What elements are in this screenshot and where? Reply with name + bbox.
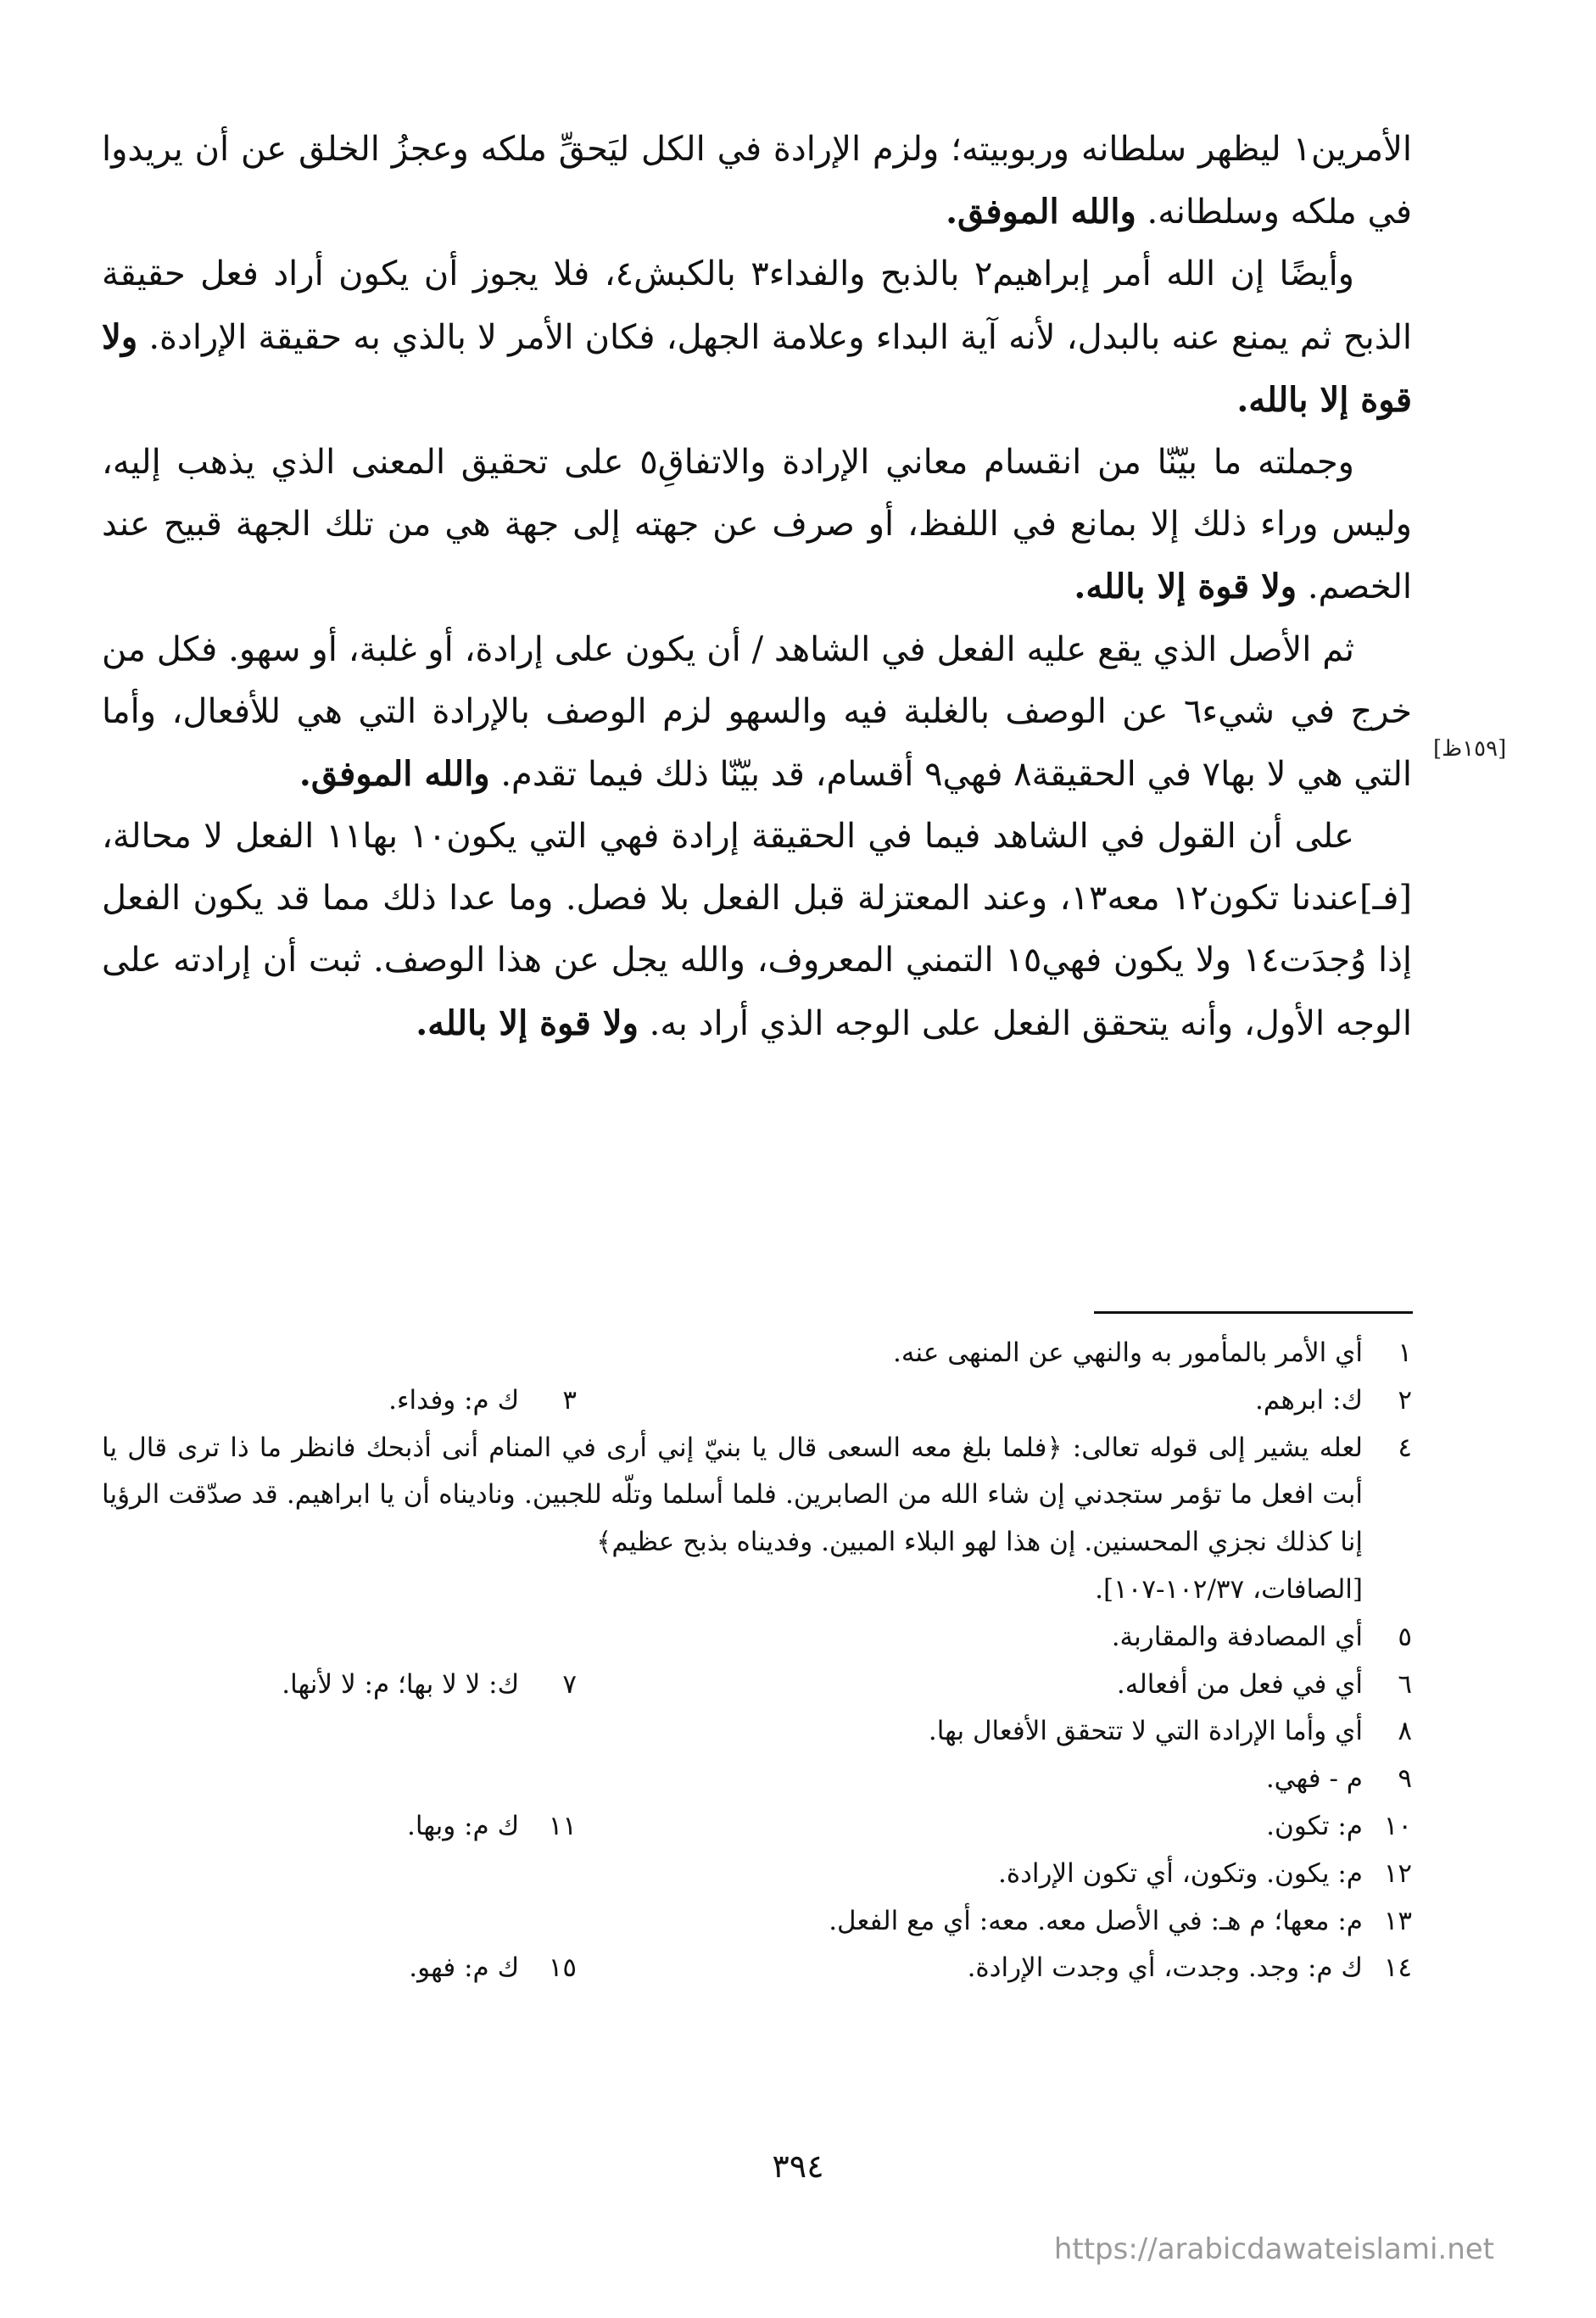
paragraph-text: على أن القول في الشاهد فيما في الحقيقة إرادة فهي التي يكون١٠ بها١١ الفعل لا محالة، [فـ]عندنا تكون١٢ معه١٣، وعند المعتزلة قبل الفعل بلا فصل. وما عدا ذلك مما قد يكون الفعل إذا وُجدَت١٤ ولا يكون فهي١٥ التمني المعروف، والله يجل عن هذا الوصف. ثبت أن إرادته على الوجه الأول، وأنه يتحقق الفعل على الوجه الذي أراد به. [102, 817, 1413, 1043]
footnote-number: ١٤ [1383, 1952, 1412, 1984]
footnote [102, 1662, 1412, 1709]
footnote-number: ٩ [1398, 1763, 1412, 1795]
footnote-text: م: معها؛ م هـ: في الأصل معه. معه: أي مع الفعل. [829, 1905, 1363, 1936]
footnote-number: ٤ [1398, 1432, 1412, 1463]
paragraph-closing: ولا قوة إلا بالله. [1074, 567, 1297, 607]
footnote-paired [102, 1377, 577, 1425]
footnote-text: ك: لا لا بها؛ م: لا لأنها. [282, 1668, 520, 1700]
footnote-paired [102, 1803, 577, 1851]
footnote [102, 1425, 1412, 1567]
footnote-text: ك: ابرهم. [1254, 1384, 1363, 1416]
paragraph-text: ثم الأصل الذي يقع عليه الفعل في الشاهد / أن يكون على إرادة، أو غلبة، أو سهو. فكل من خرج في شيء٦ عن الوصف بالغلبة فيه والسهو لزم الوصف بالإرادة التي هي للأفعال، وأما التي هي لا بها٧ في الحقيقة٨ فهي٩ أقسام، قد بيّنّا ذلك فيما تقدم. [102, 629, 1413, 794]
footnote-text: ك م: وبها. [407, 1810, 520, 1841]
footnote-number: ١٠ [1383, 1810, 1412, 1841]
paragraph-text: الأمرين١ ليظهر سلطانه وربوبيته؛ ولزم الإرادة في الكل ليَحقِّ ملكه وعجزُ الخلق عن أن يريدوا في ملكه وسلطانه. [102, 130, 1412, 232]
footnotes [102, 1330, 1412, 1992]
footnote-text: ك م: وجد. وجدت، أي وجدت الإرادة. [967, 1952, 1363, 1984]
footnote [102, 1945, 1412, 1992]
paragraph [102, 432, 1412, 619]
footnote-text: م: يكون. وتكون، أي تكون الإرادة. [998, 1857, 1363, 1889]
footnote-number: ٣ [562, 1384, 577, 1416]
paragraph-closing: ولا قوة إلا بالله. [102, 316, 1412, 420]
footnote-text: م - فهي. [1265, 1763, 1363, 1795]
page-number: ٣٩٤ [772, 2148, 824, 2185]
footnote [102, 1614, 1412, 1662]
footnote [102, 1330, 1412, 1377]
paragraph-closing: والله الموفق. [946, 192, 1136, 232]
paragraph-closing: ولا قوة إلا بالله. [416, 1003, 639, 1043]
paragraph-text: وجملته ما بيّنّا من انقسام معاني الإرادة والاتفاقِ٥ على تحقيق المعنى الذي يذهب إليه، وليس وراء ذلك إلا بمانع في اللفظ، أو صرف عن جهته إلى جهة هي من تلك الجهة قبيح عند الخصم. [102, 442, 1413, 607]
footnote-text: ك م: فهو. [409, 1952, 520, 1984]
footnote-text: م: تكون. [1266, 1810, 1363, 1841]
paragraph [102, 243, 1412, 432]
footnote-number: ٨ [1398, 1716, 1412, 1747]
footnote [102, 1377, 1412, 1425]
source-watermark: https://arabicdawateislami.net [1053, 2232, 1494, 2266]
footnote-number: ١٣ [1383, 1905, 1412, 1936]
footnote-number: ٥ [1398, 1621, 1412, 1652]
folio-margin-note: [١٥٩ظ] [1433, 736, 1507, 762]
paragraph [102, 806, 1412, 1055]
footnote-number: ١ [1398, 1338, 1412, 1368]
footnote [102, 1708, 1412, 1756]
footnote-divider [1094, 1311, 1413, 1314]
footnote [102, 1898, 1412, 1946]
footnote-text: أي المصادفة والمقاربة. [1111, 1621, 1363, 1652]
footnote-text: أي الأمر بالمأمور به والنهي عن المنهى عنه. [893, 1338, 1363, 1368]
paragraph [102, 619, 1412, 807]
footnote-number: ٦ [1398, 1668, 1412, 1700]
footnote-text: [الصافات، ١٠٢/٣٧-١٠٧]. [1095, 1573, 1363, 1605]
footnote-text: لعله يشير إلى قوله تعالى: ﴿فلما بلغ معه السعى قال يا بنيّ إني أرى في المنام أنى أذبحك فانظر ما ذا ترى قال يا أبت افعل ما تؤمر ستجدني إن شاء الله من الصابرين. فلما أسلما وتلّه للجبين. وناديناه أن يا ابراهيم. قد صدّقت الرؤيا إنا كذلك نجزي المحسنين. إن هذا لهو البلاء المبين. وفديناه بذبح عظيم﴾ [102, 1432, 1363, 1558]
footnote-paired [102, 1945, 577, 1992]
footnote-text: أي في فعل من أفعاله. [1116, 1668, 1363, 1700]
footnote-paired [102, 1662, 577, 1709]
footnote-continuation [102, 1567, 1412, 1614]
footnote [102, 1756, 1412, 1803]
paragraph-closing: والله الموفق. [299, 753, 490, 794]
footnote-number: ٧ [562, 1668, 577, 1700]
footnote-text: ك م: وفداء. [388, 1384, 520, 1416]
main-text [102, 119, 1412, 1055]
footnote-number: ١١ [548, 1810, 577, 1841]
footnote [102, 1851, 1412, 1898]
footnote-number: ١٢ [1383, 1857, 1412, 1889]
paragraph [102, 119, 1412, 243]
footnote [102, 1803, 1412, 1851]
paragraph-text: وأيضًا إن الله أمر إبراهيم٢ بالذبح والفداء٣ بالكبش٤، فلا يجوز أن يكون أراد فعل حقيقة الذبح ثم يمنع عنه بالبدل، لأنه آية البداء وعلامة الجهل، فكان الأمر لا بالذي به حقيقة الإرادة. [102, 254, 1412, 357]
footnote-number: ١٥ [548, 1952, 577, 1984]
footnote-number: ٢ [1398, 1384, 1412, 1416]
footnote-text: أي وأما الإرادة التي لا تتحقق الأفعال بها. [928, 1716, 1363, 1747]
